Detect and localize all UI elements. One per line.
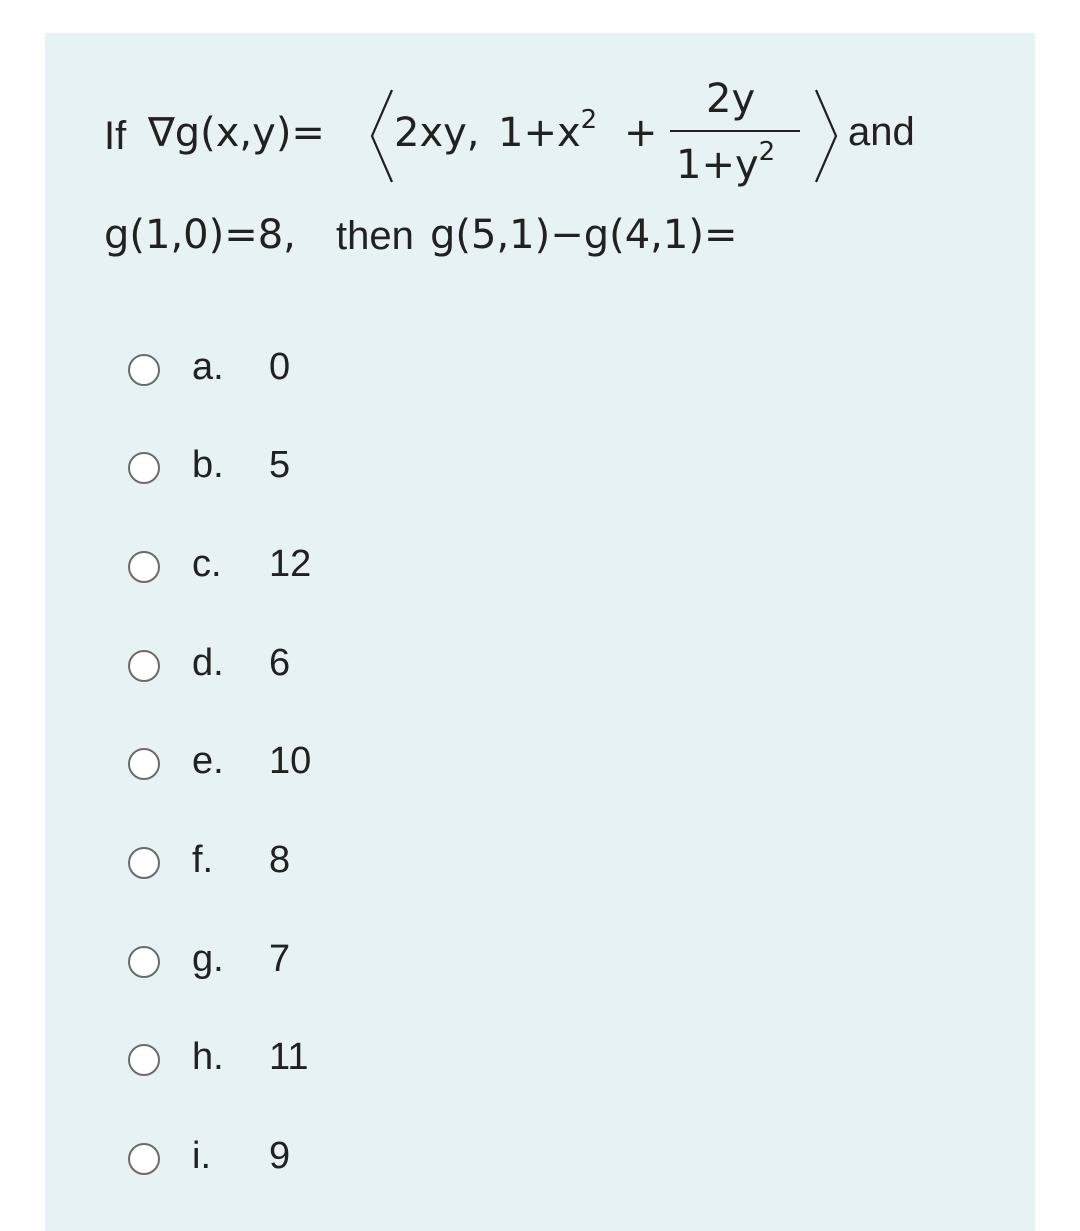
choice-letter: h. xyxy=(192,1036,224,1078)
fraction-numerator: 2y xyxy=(706,76,756,122)
radio-button-e[interactable] xyxy=(128,748,160,780)
question-prefix: If xyxy=(104,114,127,158)
target-expression: g(5,1)−g(4,1)= xyxy=(430,212,738,258)
choice-letter: a. xyxy=(192,346,224,388)
then-word: then xyxy=(336,214,414,258)
choice-value: 12 xyxy=(269,543,312,585)
vector-term-2: $1+x^2$ xyxy=(498,105,598,156)
choice-letter: b. xyxy=(192,444,224,486)
choice-g[interactable] xyxy=(128,932,528,992)
choice-i[interactable] xyxy=(128,1129,528,1189)
radio-button-f[interactable] xyxy=(128,847,160,879)
choice-b[interactable] xyxy=(128,438,528,498)
choice-letter: i. xyxy=(192,1135,211,1177)
radio-button-c[interactable] xyxy=(128,551,160,583)
choice-h[interactable] xyxy=(128,1030,528,1090)
choice-letter: c. xyxy=(192,543,222,585)
choice-letter: f. xyxy=(192,839,214,881)
choice-c[interactable] xyxy=(128,537,528,597)
vector-term-1: 2xy, xyxy=(394,110,480,156)
plus-sign: + xyxy=(624,110,658,156)
choice-value: 8 xyxy=(269,839,291,881)
choice-value: 9 xyxy=(269,1135,291,1177)
right-angle-bracket xyxy=(810,86,844,186)
choice-value: 6 xyxy=(269,642,291,684)
fraction-bar xyxy=(670,130,800,132)
question-text xyxy=(104,74,1004,274)
radio-button-b[interactable] xyxy=(128,452,160,484)
radio-button-g[interactable] xyxy=(128,946,160,978)
choice-value: 7 xyxy=(269,938,291,980)
initial-condition: g(1,0)=8, xyxy=(104,212,296,258)
choice-letter: g. xyxy=(192,938,224,980)
choice-letter: e. xyxy=(192,740,224,782)
choice-a[interactable] xyxy=(128,340,528,400)
radio-button-i[interactable] xyxy=(128,1143,160,1175)
choice-value: 10 xyxy=(269,740,312,782)
choice-f[interactable] xyxy=(128,833,528,893)
and-word: and xyxy=(848,110,915,154)
radio-button-h[interactable] xyxy=(128,1044,160,1076)
radio-button-d[interactable] xyxy=(128,650,160,682)
choice-e[interactable] xyxy=(128,734,528,794)
gradient-expression: ∇g(x,y)= xyxy=(148,110,325,156)
choice-value: 11 xyxy=(269,1036,309,1078)
radio-button-a[interactable] xyxy=(128,354,160,386)
choice-value: 5 xyxy=(269,444,291,486)
choice-value: 0 xyxy=(269,346,291,388)
choice-letter: d. xyxy=(192,642,224,684)
fraction-denominator: $1+y^2$ xyxy=(676,137,776,188)
choice-d[interactable] xyxy=(128,636,528,696)
